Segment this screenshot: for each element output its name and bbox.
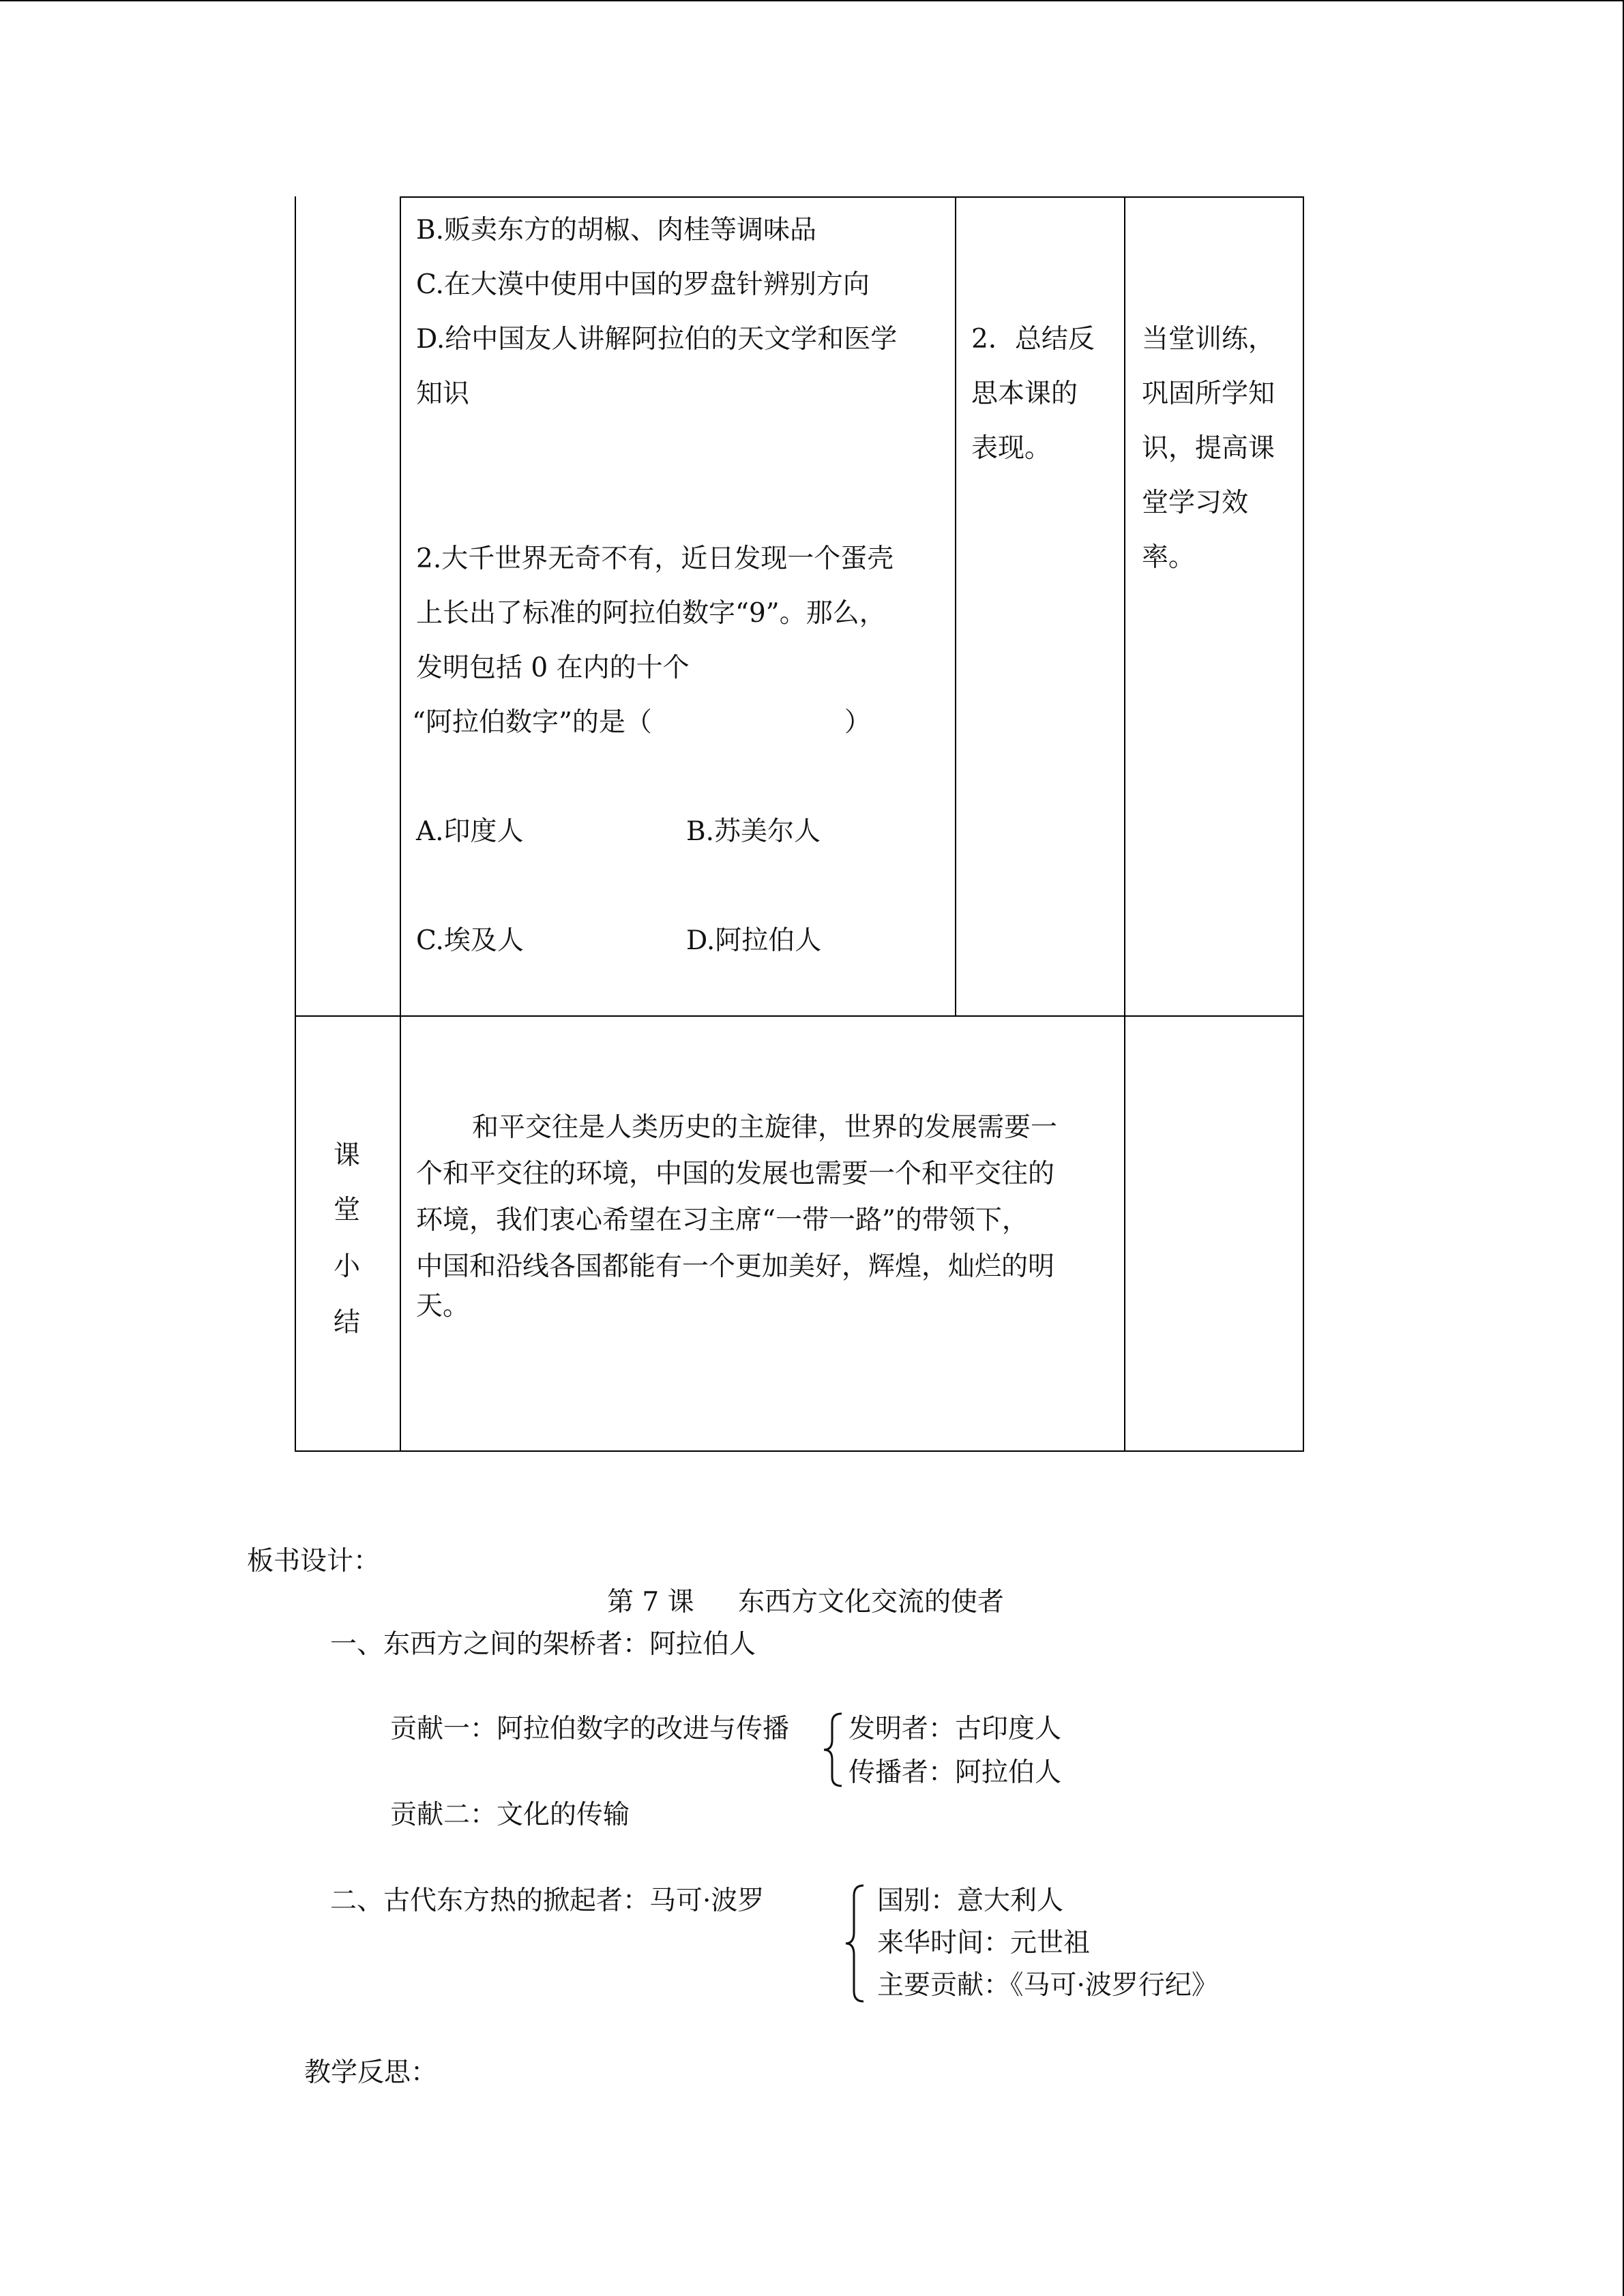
table-divider-1 (400, 196, 401, 1451)
board-time: 来华时间：元世祖 (877, 1928, 1091, 1958)
design-intent-line-2: 巩固所学知 (1142, 378, 1275, 409)
design-intent-line-5: 率。 (1142, 542, 1196, 573)
summary-line-4: 中国和沿线各国都能有一个更加美好，辉煌，灿烂的明 (416, 1251, 1055, 1282)
board-country: 国别：意大利人 (877, 1885, 1064, 1916)
question2-line-4: “阿拉伯数字”的是（ (412, 707, 652, 738)
design-intent-line-1: 当堂训练， (1142, 324, 1275, 355)
summary-label-char-4: 结 (334, 1307, 361, 1338)
board-contrib1: 贡献一：阿拉伯数字的改进与传播 (390, 1714, 790, 1744)
board-inventor: 发明者：古印度人 (848, 1714, 1062, 1744)
board-title-text: 东西方文化交流的使者 (738, 1587, 1005, 1617)
question2-line-2: 上长出了标准的阿拉伯数字“9”。那么， (416, 598, 886, 629)
board-contrib2: 贡献二：文化的传输 (390, 1800, 630, 1830)
question1-option-d: D.给中国友人讲解阿拉伯的天文学和医学 (416, 324, 898, 355)
brace-contrib1 (821, 1712, 846, 1788)
table-row-divider (295, 1015, 1304, 1017)
table-border-bottom (295, 1450, 1304, 1452)
question2-option-b: B.苏美尔人 (686, 816, 821, 847)
question1-option-c: C.在大漠中使用中国的罗盘针辨别方向 (416, 269, 870, 300)
teaching-reflection-heading: 教学反思： (304, 2057, 438, 2088)
question2-line-3: 发明包括 0 在内的十个 (416, 653, 690, 683)
student-activity-line-2: 思本课的 (971, 378, 1078, 409)
summary-line-5: 天。 (416, 1291, 470, 1322)
board-title-lesson: 第 7 课 (607, 1587, 694, 1617)
board-design-heading: 板书设计： (247, 1546, 381, 1577)
summary-label-char-2: 堂 (334, 1195, 361, 1225)
board-section1-title: 一、东西方之间的架桥者：阿拉伯人 (330, 1629, 756, 1660)
table-border-right (1303, 196, 1304, 1451)
table-border-top (400, 196, 1304, 198)
question1-option-b: B.贩卖东方的胡椒、肉桂等调味品 (416, 215, 817, 245)
question1-option-d-cont: 知识 (416, 378, 470, 409)
question2-option-c: C.埃及人 (416, 925, 524, 956)
question2-option-a: A.印度人 (416, 816, 524, 847)
summary-label-char-3: 小 (334, 1251, 361, 1282)
question2-line-1: 2.大千世界无奇不有，近日发现一个蛋壳 (416, 543, 894, 574)
question2-option-d: D.阿拉伯人 (686, 925, 822, 956)
board-section2-title: 二、古代东方热的掀起者：马可·波罗 (330, 1885, 765, 1916)
brace-section2 (843, 1883, 868, 2003)
design-intent-line-4: 堂学习效 (1142, 488, 1249, 518)
board-spreader: 传播者：阿拉伯人 (848, 1757, 1062, 1788)
summary-line-1: 和平交往是人类历史的主旋律，世界的发展需要一 (472, 1112, 1058, 1143)
board-contribution: 主要贡献：《马可·波罗行纪》 (877, 1970, 1218, 2001)
summary-line-3: 环境，我们衷心希望在习主席“一带一路”的带领下， (416, 1205, 1029, 1236)
student-activity-line-3: 表现。 (971, 433, 1052, 464)
table-border-left (295, 196, 296, 1451)
table-divider-3 (1124, 196, 1125, 1451)
table-divider-2 (955, 196, 956, 1016)
question2-answer-close: ） (844, 707, 872, 738)
design-intent-line-3: 识，提高课 (1142, 433, 1275, 464)
summary-label-char-1: 课 (334, 1140, 361, 1171)
summary-line-2: 个和平交往的环境，中国的发展也需要一个和平交往的 (416, 1159, 1055, 1189)
student-activity-line-1: 2．总结反 (971, 324, 1095, 355)
